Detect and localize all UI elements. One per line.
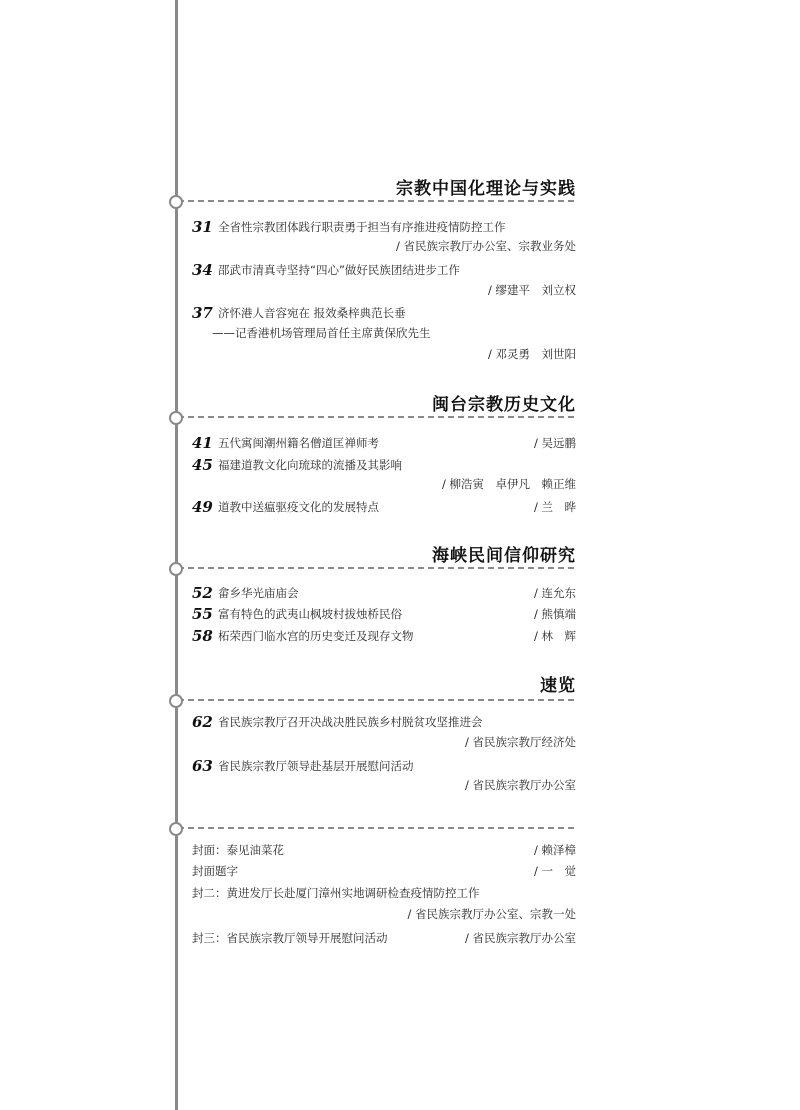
credit-row [192, 840, 576, 860]
entry-author-row [192, 732, 576, 752]
entry-title: 柘荣西门临水宫的历史变迁及现存文物 [218, 629, 414, 643]
credit-row [192, 861, 576, 881]
timeline-node-3 [169, 562, 183, 576]
entry-page-number: 31 [192, 218, 213, 236]
credit-label: 封二：黄进发厅长赴厦门漳州实地调研检查疫情防控工作 [192, 886, 480, 900]
entry-subtitle-row [192, 323, 576, 343]
entry-page-number: 55 [192, 605, 213, 623]
toc-entry[interactable] [192, 626, 576, 646]
entry-author-row [192, 280, 576, 300]
entry-author-row [192, 344, 576, 364]
entry-title: 济怀港人音容宛在 报效桑梓典范长垂 [218, 306, 406, 320]
credit-author: / 一 觉 [533, 864, 576, 878]
toc-entry[interactable] [192, 756, 576, 776]
toc-entry[interactable] [192, 583, 576, 603]
entry-page-number: 37 [192, 304, 213, 322]
credit-label: 封三：省民族宗教厅领导开展慰问活动 [192, 931, 388, 945]
entry-title: 五代寓闽潮州籍名僧道匡禅师考 [218, 436, 379, 450]
vertical-timeline-line [175, 0, 178, 1110]
entry-author: / 邓灵勇 刘世阳 [487, 347, 576, 361]
timeline-node-4 [169, 694, 183, 708]
entry-author: / 省民族宗教厅经济处 [464, 735, 576, 749]
entry-author-row [192, 474, 576, 494]
timeline-node-2 [169, 411, 183, 425]
entry-page-number: 34 [192, 261, 213, 279]
section-title-1: 宗教中国化理论与实践 [396, 179, 576, 199]
entry-title: 福建道教文化向琉球的流播及其影响 [218, 458, 402, 472]
entry-author: / 吴远鹏 [533, 436, 576, 450]
section-title-3: 海峡民间信仰研究 [432, 546, 576, 566]
entry-page-number: 49 [192, 498, 213, 516]
entry-title: 富有特色的武夷山枫坡村拔烛桥民俗 [218, 607, 402, 621]
toc-entry[interactable] [192, 433, 576, 453]
entry-page-number: 63 [192, 757, 213, 775]
section-separator-3 [178, 567, 574, 569]
entry-author: / 省民族宗教厅办公室 [464, 778, 576, 792]
credit-row [192, 883, 576, 903]
entry-author: / 熊慎端 [533, 607, 576, 621]
section-title-4: 速览 [540, 676, 576, 696]
toc-entry[interactable] [192, 260, 576, 280]
credit-row [192, 928, 576, 948]
credit-author: / 省民族宗教厅办公室 [464, 931, 576, 945]
section-title-2: 闽台宗教历史文化 [432, 395, 576, 415]
toc-entry[interactable] [192, 604, 576, 624]
section-separator-2 [178, 416, 574, 418]
entry-title: 邵武市清真寺坚持“四心”做好民族团结进步工作 [218, 263, 460, 277]
credit-label: 封面：泰见油菜花 [192, 843, 284, 857]
toc-entry[interactable] [192, 497, 576, 517]
entry-subtitle: ——记香港机场管理局首任主席黄保欣先生 [212, 326, 431, 340]
entry-author: / 连允东 [533, 586, 576, 600]
entry-page-number: 41 [192, 434, 213, 452]
entry-author-row [192, 775, 576, 795]
entry-page-number: 58 [192, 627, 213, 645]
section-separator-1 [178, 200, 574, 202]
section-separator-5 [178, 827, 574, 829]
credit-label: 封面题字 [192, 864, 238, 878]
entry-author-row [192, 236, 576, 256]
entry-author: / 缪建平 刘立权 [487, 283, 576, 297]
toc-entry[interactable] [192, 303, 576, 323]
entry-author: / 省民族宗教厅办公室、宗教业务处 [395, 239, 576, 253]
entry-title: 畲乡华光庙庙会 [218, 586, 299, 600]
entry-title: 省民族宗教厅召开决战决胜民族乡村脱贫攻坚推进会 [218, 715, 483, 729]
entry-author: / 林 辉 [533, 629, 576, 643]
entry-title: 省民族宗教厅领导赴基层开展慰问活动 [218, 759, 414, 773]
entry-page-number: 45 [192, 456, 213, 474]
timeline-node-1 [169, 195, 183, 209]
credit-author: / 省民族宗教厅办公室、宗教一处 [407, 907, 576, 921]
toc-entry[interactable] [192, 455, 576, 475]
entry-author: / 柳浩寅 卓伊凡 赖正维 [441, 477, 576, 491]
entry-author: / 兰 晔 [533, 500, 576, 514]
credit-author-row [192, 904, 576, 924]
entry-title: 道教中送瘟驱疫文化的发展特点 [218, 500, 379, 514]
toc-entry[interactable] [192, 217, 576, 237]
credit-author: / 赖泽樟 [533, 843, 576, 857]
entry-page-number: 62 [192, 713, 213, 731]
entry-page-number: 52 [192, 584, 213, 602]
timeline-node-5 [169, 822, 183, 836]
entry-title: 全省性宗教团体践行职责勇于担当有序推进疫情防控工作 [218, 220, 506, 234]
section-separator-4 [178, 699, 574, 701]
toc-entry[interactable] [192, 712, 576, 732]
